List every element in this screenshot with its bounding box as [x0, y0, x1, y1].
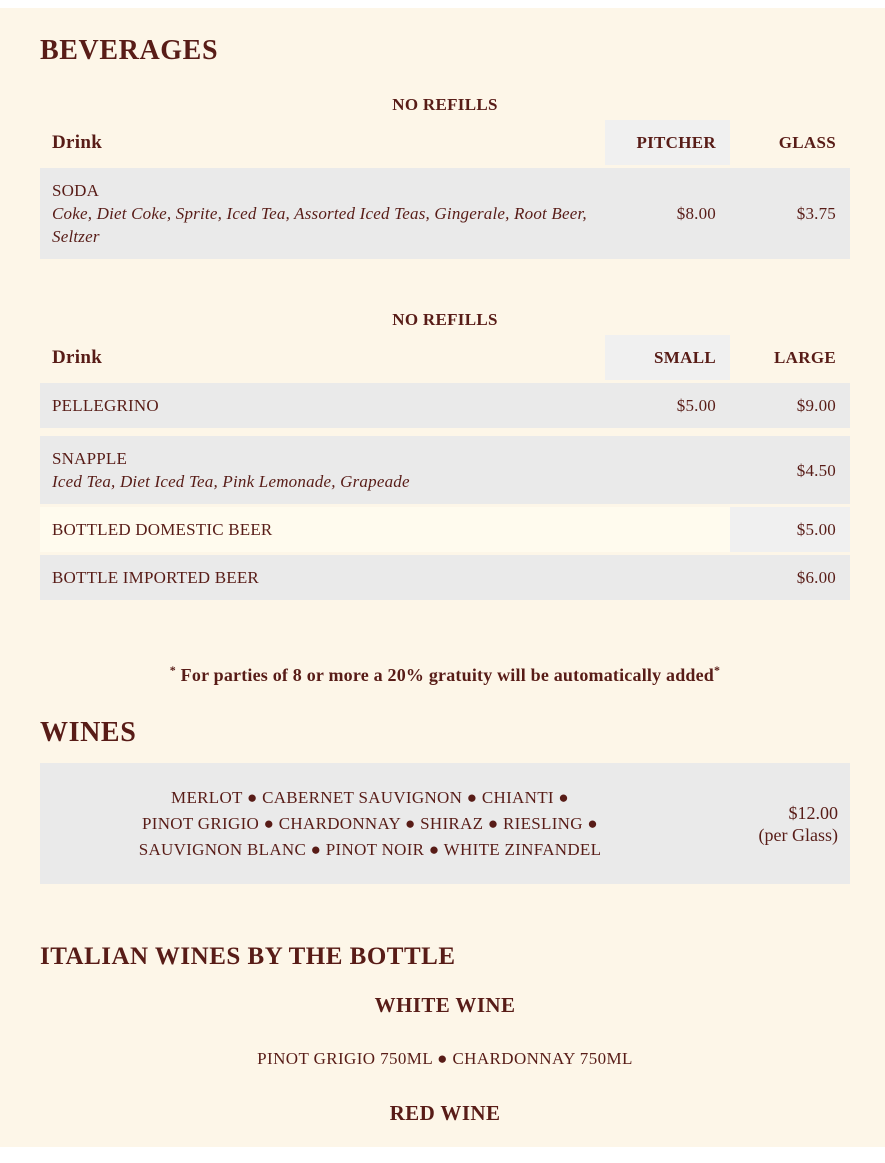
wine-glass-price: $12.00	[788, 802, 838, 823]
red-wine-subheading: RED WINE	[389, 1101, 501, 1125]
snapple-name-cell	[40, 436, 730, 504]
item-name: SODA	[52, 181, 100, 200]
large-column-header: LARGE	[774, 348, 836, 367]
soda-glass-price: $3.75	[730, 168, 850, 259]
wine-list-line: MERLOT ● CABERNET SAUVIGNON ● CHIANTI ●	[171, 787, 569, 807]
soda-table	[40, 117, 850, 262]
imported-beer-price: $6.00	[730, 555, 850, 600]
wine-glass-unit: (per Glass)	[758, 824, 838, 845]
gratuity-asterisk-left: *	[169, 663, 176, 677]
white-wine-items: PINOT GRIGIO 750ML ● CHARDONNAY 750ML	[257, 1049, 633, 1068]
pitcher-column-header: PITCHER	[605, 120, 730, 165]
gratuity-note	[40, 658, 850, 687]
soda-table-header-row	[40, 120, 850, 165]
item-name: SNAPPLE	[52, 449, 128, 468]
pellegrino-small-price: $5.00	[605, 383, 730, 428]
pellegrino-table-header-row	[40, 335, 850, 380]
item-description: Coke, Diet Coke, Sprite, Iced Tea, Assorted Iced Teas, Gingerale, Root Beer, Seltzer	[52, 204, 587, 246]
imported-beer-row	[40, 555, 850, 600]
pellegrino-large-price: $9.00	[730, 383, 850, 428]
gratuity-text: For parties of 8 or more a 20% gratuity will be automatically added	[175, 665, 715, 685]
wines-heading: WINES	[40, 717, 137, 748]
white-wine-subheading: WHITE WINE	[374, 993, 516, 1017]
drink-column-header: Drink	[52, 347, 103, 368]
wines-by-glass-panel	[40, 763, 850, 884]
wine-glass-price-cell	[700, 802, 850, 846]
item-name: PELLEGRINO	[40, 383, 605, 428]
no-refills-note-1: NO REFILLS	[392, 95, 498, 114]
small-column-header: SMALL	[605, 335, 730, 380]
soda-pitcher-price: $8.00	[605, 168, 730, 259]
no-refills-note-2: NO REFILLS	[392, 310, 498, 329]
menu-page	[0, 8, 885, 1147]
snapple-row	[40, 436, 850, 504]
domestic-beer-price: $5.00	[730, 507, 850, 552]
pellegrino-row	[40, 383, 850, 428]
soda-row	[40, 168, 850, 259]
item-description: Iced Tea, Diet Iced Tea, Pink Lemonade, Grapeade	[52, 472, 410, 491]
beverages-heading: BEVERAGES	[40, 35, 219, 66]
wine-list-line: SAUVIGNON BLANC ● PINOT NOIR ● WHITE ZINFANDEL	[138, 839, 602, 859]
pellegrino-table	[40, 332, 850, 431]
italian-wines-heading: ITALIAN WINES BY THE BOTTLE	[40, 943, 456, 970]
item-name: BOTTLED DOMESTIC BEER	[40, 507, 730, 552]
wine-list-line: PINOT GRIGIO ● CHARDONNAY ● SHIRAZ ● RIESLING ●	[142, 813, 598, 833]
soda-name-cell	[40, 168, 605, 259]
item-name: BOTTLE IMPORTED BEER	[40, 555, 730, 600]
domestic-beer-row	[40, 507, 850, 552]
glass-column-header: GLASS	[778, 133, 836, 152]
snapple-price: $4.50	[730, 436, 850, 504]
gratuity-asterisk-right: *	[714, 663, 721, 677]
wine-glass-list	[40, 785, 700, 863]
bottled-drinks-table	[40, 433, 850, 603]
drink-column-header: Drink	[52, 132, 103, 153]
